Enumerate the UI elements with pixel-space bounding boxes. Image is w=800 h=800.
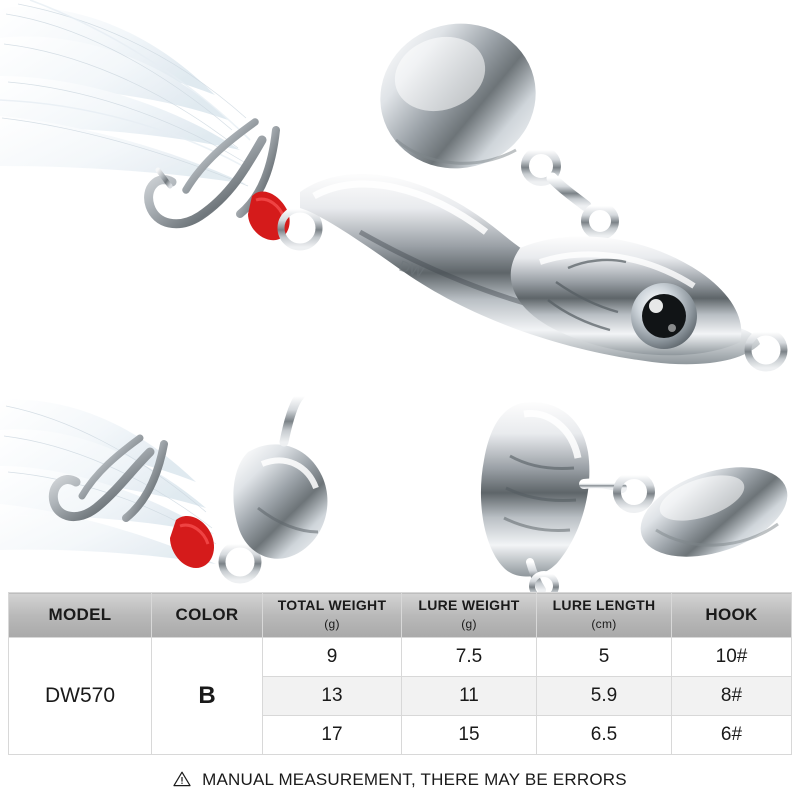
header-lure-weight-unit: (g)	[461, 616, 477, 631]
spinner-blade-closeup-shape	[629, 450, 798, 573]
cell-hook: 10#	[672, 638, 792, 677]
cell-model: DW570	[9, 638, 152, 755]
header-lure-weight-label: LURE WEIGHT	[418, 596, 520, 613]
swivel-closeup	[584, 475, 651, 509]
table-header-row	[9, 593, 792, 638]
cell-lure-length: 5.9	[537, 677, 672, 716]
specification-table	[8, 592, 792, 755]
header-color: COLOR	[152, 593, 263, 638]
header-lure-length	[537, 593, 672, 638]
header-lure-length-unit: (cm)	[591, 616, 617, 631]
lure-eye	[631, 283, 697, 349]
cell-lure-length: 5	[537, 638, 672, 677]
header-lure-length-label: LURE LENGTH	[552, 596, 656, 613]
cell-lure-length: 6.5	[537, 716, 672, 755]
table-header	[9, 593, 792, 638]
manual-measurement-text: MANUAL MEASUREMENT, THERE MAY BE ERRORS	[202, 770, 627, 789]
cell-total-weight: 9	[263, 638, 402, 677]
feather-treble-hook-closeup	[0, 396, 392, 592]
main-lure-photo	[0, 0, 800, 392]
header-model: MODEL	[9, 593, 152, 638]
split-ring-closeup	[222, 544, 258, 580]
header-total-weight-unit: (g)	[324, 616, 340, 631]
split-ring-front	[748, 332, 784, 368]
cell-color: B	[152, 638, 263, 755]
main-lure-illustration	[0, 0, 800, 392]
hook-closeup-illustration	[0, 396, 392, 592]
cell-lure-weight: 11	[402, 677, 537, 716]
lure-body-front-view	[481, 402, 589, 592]
table-row	[9, 638, 792, 677]
table-body	[9, 638, 792, 755]
manual-measurement-note	[0, 770, 800, 792]
blade-closeup-illustration	[398, 396, 800, 592]
red-thread-wrap-closeup	[170, 516, 214, 568]
header-total-weight	[263, 593, 402, 638]
lure-body	[300, 174, 784, 368]
cell-total-weight: 17	[263, 716, 402, 755]
warning-triangle-icon	[173, 771, 191, 792]
header-hook: HOOK	[672, 593, 792, 638]
cell-lure-weight: 7.5	[402, 638, 537, 677]
header-total-weight-label: TOTAL WEIGHT	[277, 596, 387, 613]
cell-hook: 8#	[672, 677, 792, 716]
cell-total-weight: 13	[263, 677, 402, 716]
blade-tail-closeup	[233, 396, 327, 559]
cell-lure-weight: 15	[402, 716, 537, 755]
cell-hook: 6#	[672, 716, 792, 755]
svg-text:DW: DW	[396, 257, 426, 282]
swivel-chain	[525, 150, 615, 236]
spinner-blade-closeup	[398, 396, 800, 592]
header-lure-weight	[402, 593, 537, 638]
